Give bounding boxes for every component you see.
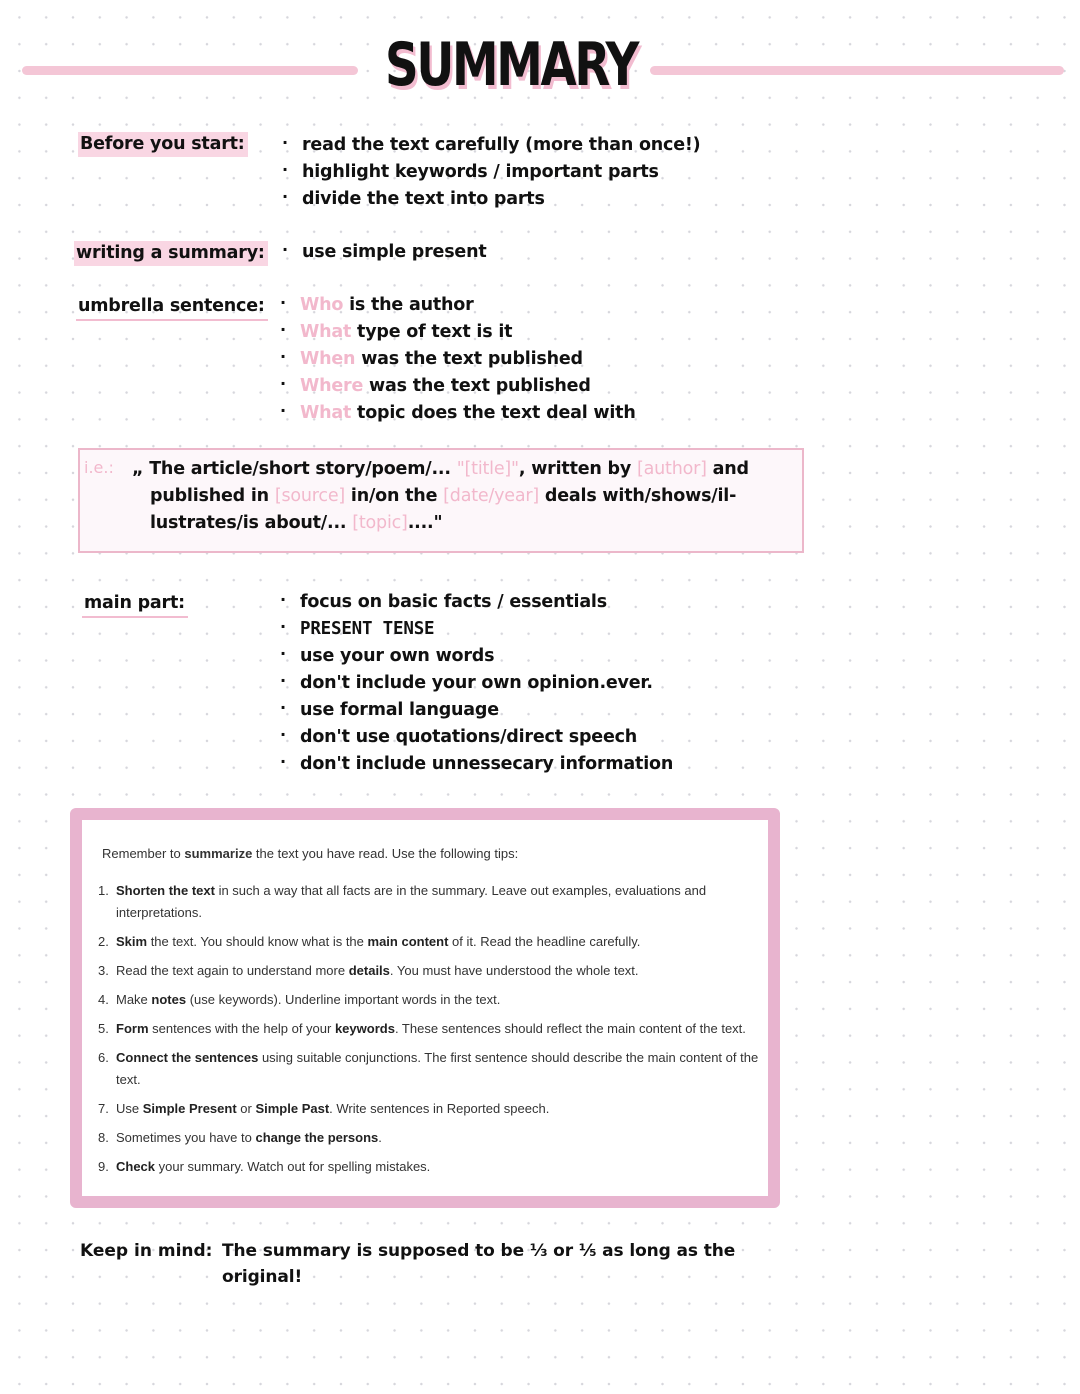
list-item: · divide the text into parts: [282, 187, 545, 209]
umbrella-list: [280, 292, 636, 427]
tip-item: 1. Shorten the text in such a way that all facts are in the summary. Leave out examples, evaluations and interpretations.: [98, 883, 707, 920]
tip-item: 7. Use Simple Present or Simple Past. Write sentences in Reported speech.: [98, 1101, 550, 1116]
list-item: · When was the text published: [280, 347, 583, 369]
list-item: · don't include your own opinion.ever.: [280, 671, 653, 693]
list-item: · don't include unnessecary information: [280, 752, 674, 774]
list-item: · What type of text is it: [280, 320, 513, 342]
example-line-3: lustrates/is about/... [topic]....": [150, 513, 443, 533]
main-part-list: [280, 589, 673, 778]
tip-item: 9. Check your summary. Watch out for spelling mistakes.: [98, 1159, 431, 1174]
tip-item: 6. Connect the sentences using suitable conjunctions. The first sentence should describe the main content of the text.: [98, 1050, 759, 1087]
list-item: · use your own words: [280, 644, 495, 666]
title-line-left: [22, 66, 358, 75]
tips-intro: Remember to summarize the text you have read. Use the following tips:: [102, 846, 519, 861]
tip-item: 3. Read the text again to understand more details. You must have understood the whole text.: [98, 963, 639, 978]
list-item: · use formal language: [280, 698, 499, 720]
before-start-list: [282, 132, 700, 213]
keep-in-mind-text: The summary is supposed to be ⅓ or ⅕ as long as the original!: [222, 1241, 736, 1287]
list-item: · don't use quotations/direct speech: [280, 725, 638, 747]
writing-summary-list: [282, 239, 487, 266]
list-item: · What topic does the text deal with: [280, 401, 636, 423]
umbrella-sentence-label: umbrella sentence:: [76, 294, 268, 321]
page-title: SUMMARY: [385, 30, 638, 100]
tip-item: 4. Make notes (use keywords). Underline important words in the text.: [98, 992, 501, 1007]
list-item: · read the text carefully (more than once!): [282, 133, 701, 155]
list-item: · use simple present: [282, 240, 487, 262]
example-ie-label: i.e.:: [84, 458, 114, 477]
main-part-label: main part:: [82, 591, 188, 618]
before-start-label: Before you start:: [78, 132, 248, 157]
list-item: · focus on basic facts / essentials: [280, 590, 607, 612]
tip-item: 5. Form sentences with the help of your keywords. These sentences should reflect the main content of the text.: [98, 1021, 746, 1036]
tip-item: 2. Skim the text. You should know what is the main content of it. Read the headline carefully.: [98, 934, 641, 949]
list-item: · highlight keywords / important parts: [282, 160, 659, 182]
tips-box: [70, 808, 780, 1208]
example-box: [78, 448, 804, 553]
list-item: · Who is the author: [280, 293, 474, 315]
tips-list: [98, 880, 768, 1185]
example-line-2: published in [source] in/on the [date/year] deals with/shows/il-: [150, 486, 737, 506]
keep-in-mind-label: Keep in mind:: [80, 1241, 213, 1261]
writing-summary-label: writing a summary:: [74, 241, 268, 266]
tip-item: 8. Sometimes you have to change the persons.: [98, 1130, 382, 1145]
list-item: · Where was the text published: [280, 374, 591, 396]
list-item: · PRESENT TENSE: [280, 617, 435, 639]
title-line-right: [650, 66, 1064, 75]
example-line-1: „ The article/short story/poem/... "[title]", written by [author] and: [132, 459, 749, 479]
